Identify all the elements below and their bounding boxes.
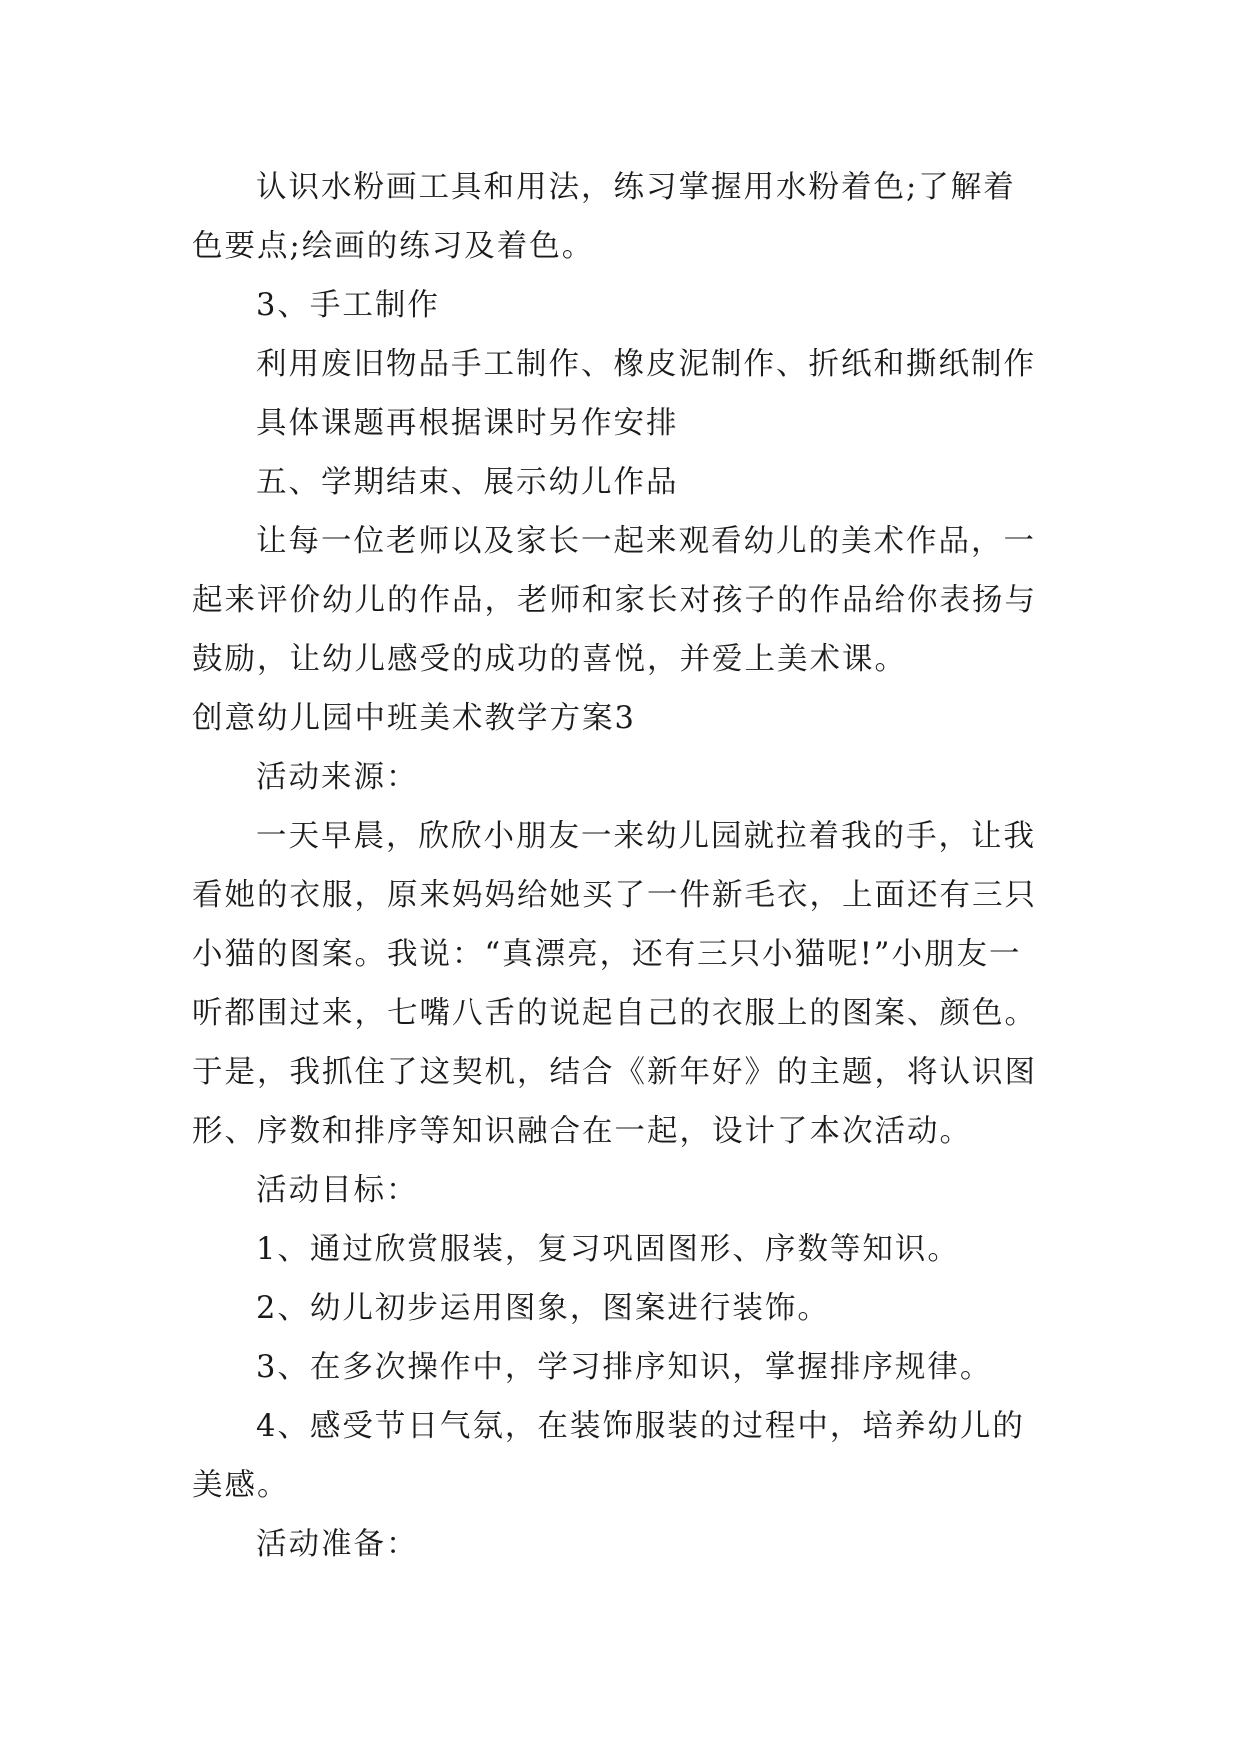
paragraph-line: 看她的衣服，原来妈妈给她买了一件新毛衣，上面还有三只: [192, 878, 1037, 913]
list-item: 4、感受节日气氛，在装饰服装的过程中，培养幼儿的: [256, 1409, 1025, 1444]
section-heading: 活动目标：: [256, 1173, 419, 1208]
section-heading: 五、学期结束、展示幼儿作品: [256, 465, 679, 500]
paragraph-line: 听都围过来，七嘴八舌的说起自己的衣服上的图案、颜色。: [192, 996, 1037, 1031]
paragraph-line: 具体课题再根据课时另作安排: [256, 406, 679, 441]
paragraph-line: 鼓励，让幼儿感受的成功的喜悦，并爱上美术课。: [192, 642, 907, 677]
section-heading: 活动准备：: [256, 1527, 419, 1562]
paragraph-line: 让每一位老师以及家长一起来观看幼儿的美术作品，一: [256, 524, 1036, 559]
list-item: 1、通过欣赏服装，复习巩固图形、序数等知识。: [256, 1232, 960, 1267]
paragraph-line: 利用废旧物品手工制作、橡皮泥制作、折纸和撕纸制作: [256, 347, 1036, 382]
paragraph-line: 小猫的图案。我说：“真漂亮，还有三只小猫呢!”小朋友一: [192, 937, 1022, 972]
document-body: [192, 158, 1052, 1574]
section-heading: 活动来源：: [256, 760, 419, 795]
paragraph-line: 于是，我抓住了这契机，结合《新年好》的主题，将认识图: [192, 1055, 1037, 1090]
list-item: 3、在多次操作中，学习排序知识，掌握排序规律。: [256, 1350, 993, 1385]
paragraph-line: 色要点;绘画的练习及着色。: [192, 229, 595, 264]
paragraph-line: 认识水粉画工具和用法，练习掌握用水粉着色;了解着: [256, 170, 1016, 205]
section-heading: 3、手工制作: [256, 288, 440, 323]
document-title: 创意幼儿园中班美术教学方案3: [192, 701, 636, 736]
list-item: 美感。: [192, 1468, 290, 1503]
paragraph-line: 起来评价幼儿的作品，老师和家长对孩子的作品给你表扬与: [192, 583, 1037, 618]
paragraph-line: 一天早晨，欣欣小朋友一来幼儿园就拉着我的手，让我: [256, 819, 1036, 854]
list-item: 2、幼儿初步运用图象，图案进行装饰。: [256, 1291, 830, 1326]
paragraph-line: 形、序数和排序等知识融合在一起，设计了本次活动。: [192, 1114, 972, 1149]
